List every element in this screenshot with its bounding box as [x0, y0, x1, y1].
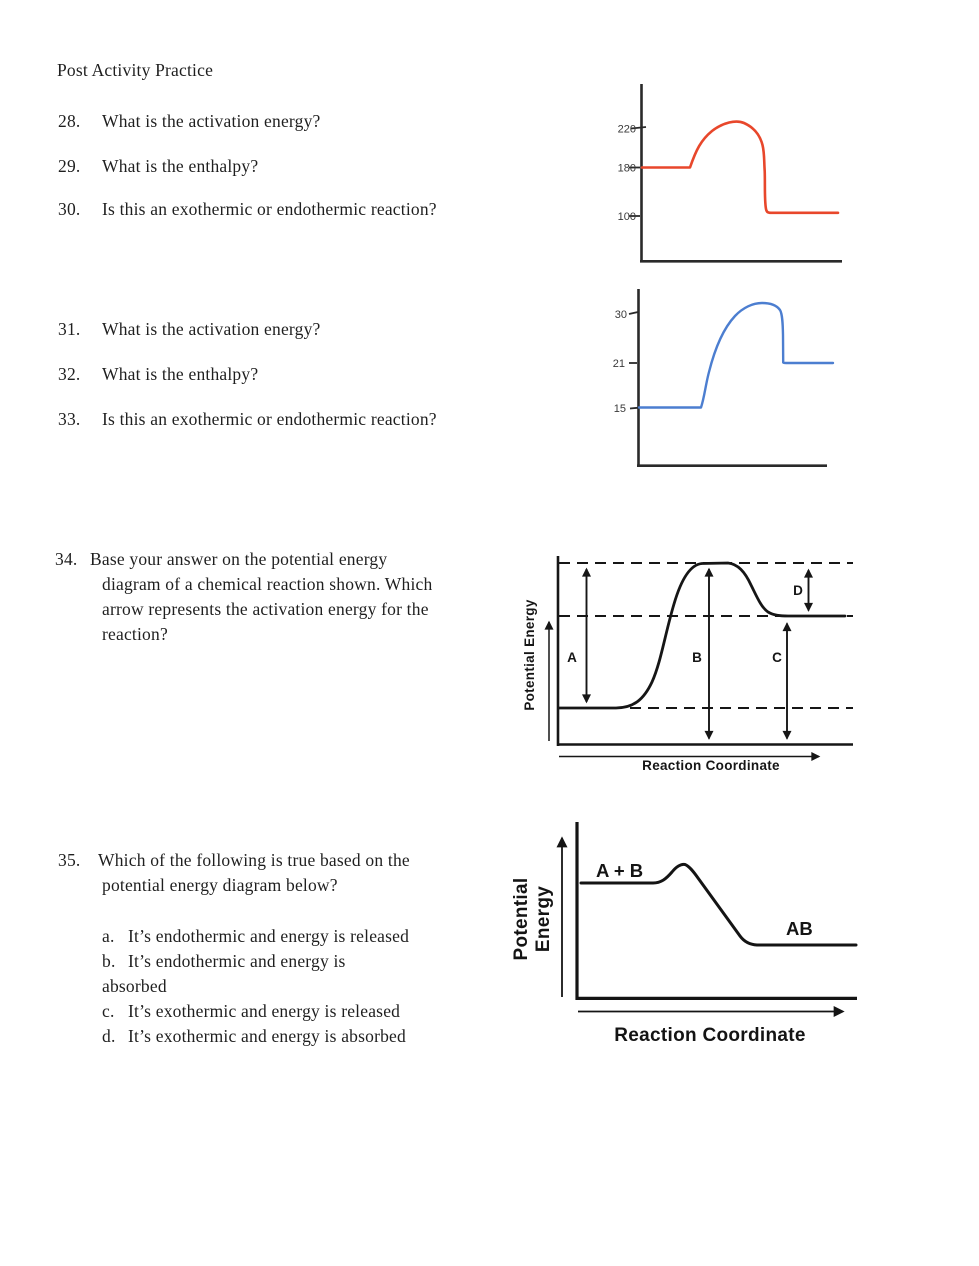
option-row: [102, 974, 409, 999]
question-text-line: potential energy diagram below?: [102, 875, 338, 895]
arrow-label-a: A: [567, 650, 577, 665]
page-title: Post Activity Practice: [57, 60, 214, 80]
question-text: [90, 547, 505, 647]
arrow-label-c: C: [772, 650, 782, 665]
option-letter: b.: [102, 951, 116, 971]
question-30: [58, 198, 437, 220]
question-34: [55, 547, 505, 647]
question-text-line: diagram of a chemical reaction shown. Which: [102, 574, 433, 594]
energy-chart-red: [590, 75, 860, 270]
y-axis-label-line2: Energy: [533, 885, 554, 953]
products-label: AB: [786, 918, 813, 939]
question-number: 28.: [58, 111, 81, 131]
question-28: [58, 110, 321, 132]
tick-label: 220: [617, 123, 636, 136]
option-letter: c.: [102, 1001, 115, 1021]
question-number: 32.: [58, 364, 81, 384]
option-text: It’s endothermic and energy is released: [128, 926, 410, 946]
tick-label: 100: [617, 211, 636, 223]
question-29: [58, 155, 258, 177]
question-text: What is the activation energy?: [102, 111, 321, 131]
arrow-label-d: D: [793, 583, 803, 598]
tick-label: 180: [617, 162, 636, 175]
tick-30: [629, 312, 638, 314]
x-axis-label: Reaction Coordinate: [642, 758, 780, 773]
question-31: [58, 318, 321, 340]
energy-curve-blue: [639, 303, 833, 408]
question-33: [58, 408, 437, 430]
option-letter: a.: [102, 926, 115, 946]
a-plus-b-to-ab-diagram: [505, 815, 865, 1050]
question-text: What is the enthalpy?: [102, 156, 259, 176]
option-row: [102, 999, 409, 1024]
tick-label: 21: [612, 358, 625, 370]
question-number: 34.: [55, 549, 78, 569]
y-axis-label-line1: Potential: [511, 877, 532, 961]
question-number: 35.: [58, 850, 81, 870]
question-text: [98, 848, 508, 898]
question-number: 29.: [58, 156, 81, 176]
reactants-label: A + B: [596, 860, 644, 881]
tick-label: 30: [614, 309, 627, 321]
question-text-line: reaction?: [102, 624, 168, 644]
question-text: What is the activation energy?: [102, 319, 321, 339]
option-text: It’s exothermic and energy is released: [128, 1001, 401, 1021]
potential-energy-arrow-diagram: [505, 548, 865, 780]
x-axis-label: Reaction Coordinate: [614, 1025, 806, 1046]
tick-label: 15: [613, 403, 626, 415]
question-text: What is the enthalpy?: [102, 364, 259, 384]
option-row: [102, 949, 409, 974]
option-row: [102, 924, 409, 949]
option-row: [102, 1024, 409, 1049]
energy-chart-blue: [590, 283, 860, 478]
question-text: Is this an exothermic or endothermic reaction?: [102, 199, 437, 219]
question-35: [58, 848, 508, 898]
question-number: 33.: [58, 409, 81, 429]
question-32: [58, 363, 258, 385]
question-number: 30.: [58, 199, 81, 219]
option-text: It’s endothermic and energy is: [128, 951, 346, 971]
question-text-line: arrow represents the activation energy for the: [102, 599, 429, 619]
question-text-line: Base your answer on the potential energy: [90, 549, 388, 569]
option-text: It’s exothermic and energy is absorbed: [128, 1026, 406, 1046]
y-axis-label: Potential Energy: [522, 599, 537, 711]
option-text: absorbed: [102, 976, 167, 996]
option-letter: d.: [102, 1026, 116, 1046]
question-text-line: Which of the following is true based on the: [98, 850, 410, 870]
question-text: Is this an exothermic or endothermic reaction?: [102, 409, 437, 429]
arrow-label-b: B: [692, 650, 702, 665]
energy-curve-red: [642, 122, 838, 213]
question-number: 31.: [58, 319, 81, 339]
question-35-options: [102, 924, 409, 1049]
